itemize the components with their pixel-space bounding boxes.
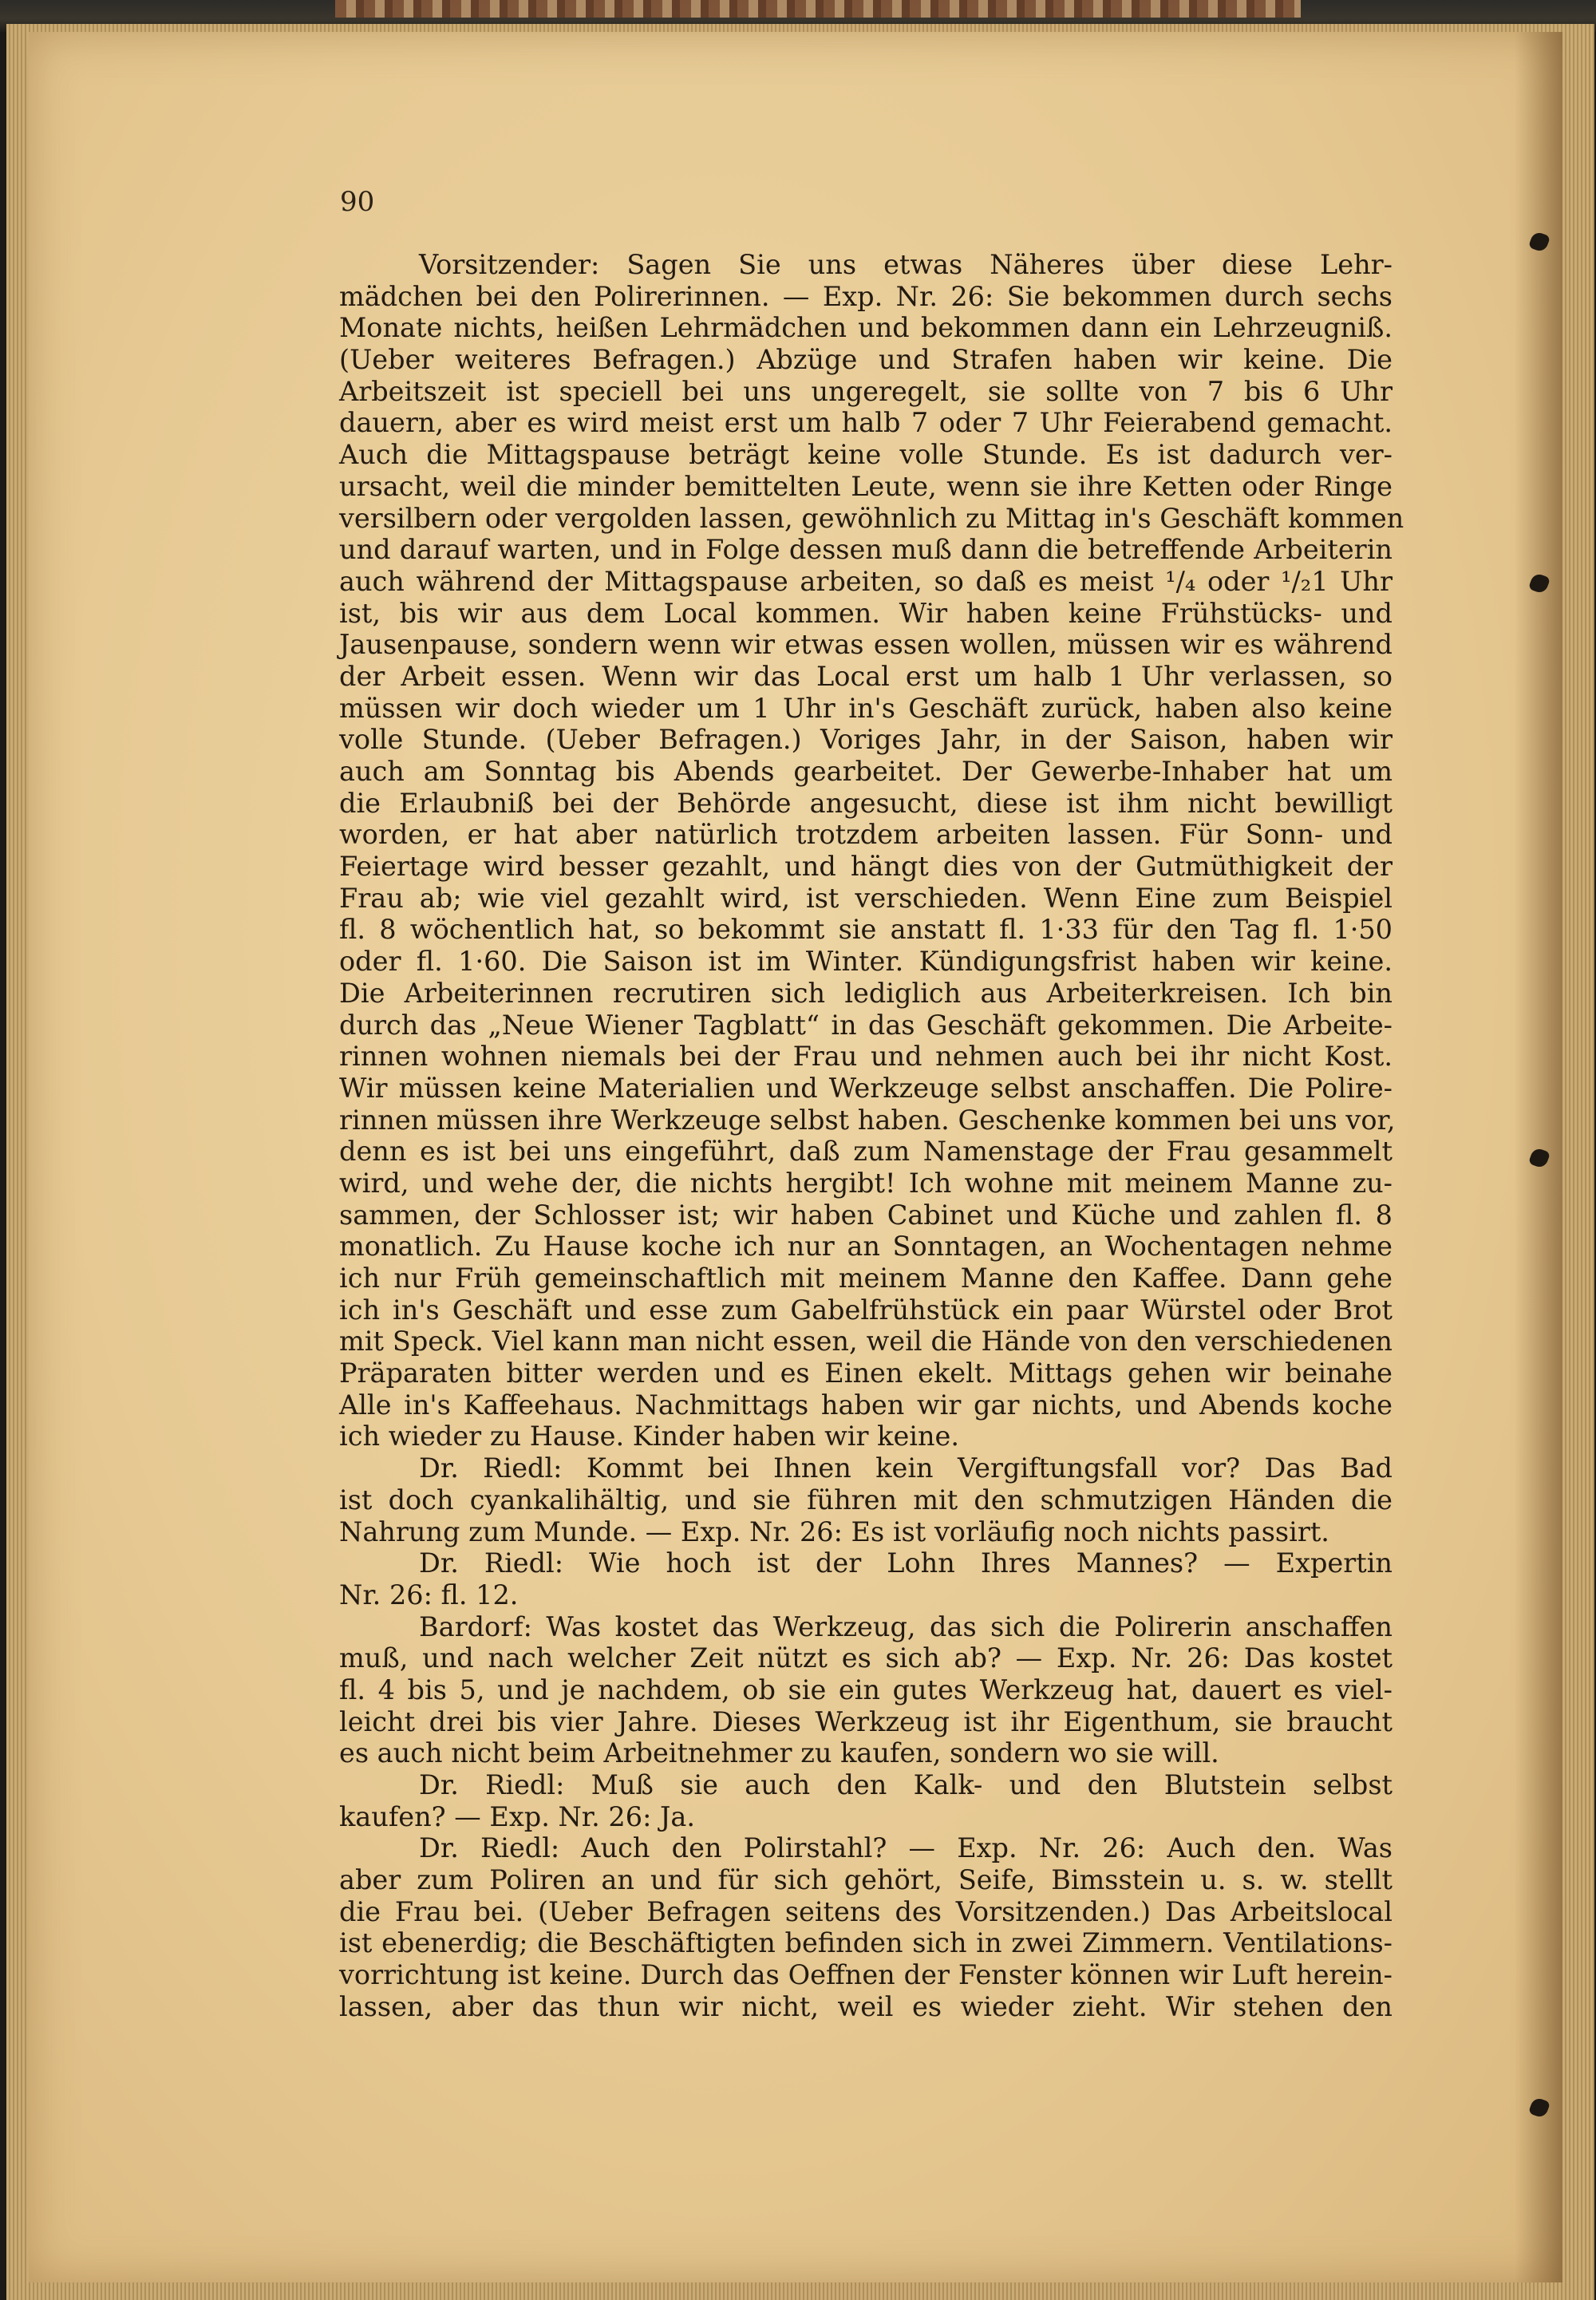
text-line: Dr. Riedl: Kommt bei Ihnen kein Vergiftungsfall vor? Das Bad [419,1452,1393,1484]
text-line: Auch die Mittagspause beträgt keine volle Stunde. Es ist dadurch ver- [339,439,1393,471]
text-line: worden, er hat aber natürlich trotzdem arbeiten lassen. Für Sonn- und [339,819,1393,851]
text-line: die Erlaubniß bei der Behörde angesucht, diese ist ihm nicht bewilligt [339,787,1393,819]
text-line: Feiertage wird besser gezahlt, und hängt dies von der Gutmüthigkeit der [339,851,1393,883]
text-line: leicht drei bis vier Jahre. Dieses Werkzeug ist ihr Eigenthum, sie braucht [339,1705,1393,1737]
text-line: ist doch cyankalihältig, und sie führen mit den schmutzigen Händen die [339,1484,1393,1516]
text-line: versilbern oder vergolden lassen, gewöhnlich zu Mittag in's Geschäft kommen [339,502,1404,534]
text-line: Dr. Riedl: Wie hoch ist der Lohn Ihres Mannes? — Expertin [419,1547,1393,1579]
page-number: 90 [340,186,375,218]
text-line: oder fl. 1·60. Die Saison ist im Winter. Kündigungsfrist haben wir keine. [339,946,1393,978]
text-line: ich wieder zu Hause. Kinder haben wir keine. [339,1421,960,1452]
text-line: Die Arbeiterinnen recrutiren sich lediglich aus Arbeiterkreisen. Ich bin [339,977,1393,1009]
text-line: rinnen wohnen niemals bei der Frau und nehmen auch bei ihr nicht Kost. [339,1041,1393,1073]
text-line: vorrichtung ist keine. Durch das Oeffnen der Fenster können wir Luft herein- [339,1959,1393,1991]
text-line: volle Stunde. (Ueber Befragen.) Voriges Jahr, in der Saison, haben wir [339,724,1393,756]
text-line: Vorsitzender: Sagen Sie uns etwas Näheres über diese Lehr- [419,249,1393,280]
text-line: Monate nichts, heißen Lehrmädchen und bekommen dann ein Lehrzeugniß. [339,312,1393,344]
text-line: fl. 4 bis 5, und je nachdem, ob sie ein gutes Werkzeug hat, dauert es viel- [339,1674,1393,1705]
text-line: die Frau bei. (Ueber Befragen seitens des Vorsitzenden.) Das Arbeitslocal [339,1895,1393,1927]
text-line: durch das „Neue Wiener Tagblatt“ in das Geschäft gekommen. Die Arbeite- [339,1009,1393,1041]
text-line: der Arbeit essen. Wenn wir das Local erst um halb 1 Uhr verlassen, so [339,660,1393,692]
text-line: Präparaten bitter werden und es Einen ekelt. Mittags gehen wir beinahe [339,1357,1393,1389]
text-line: auch während der Mittagspause arbeiten, so daß es meist ¹/₄ oder ¹/₂1 Uhr [339,565,1393,597]
text-line: Bardorf: Was kostet das Werkzeug, das sich die Polirerin anschaffen [419,1610,1393,1642]
text-line: Alle in's Kaffeehaus. Nachmittags haben wir gar nichts, und Abends koche [339,1389,1393,1421]
text-line: aber zum Poliren an und für sich gehört, Seife, Bimsstein u. s. w. stellt [339,1864,1393,1896]
text-line: wird, und wehe der, die nichts hergibt! Ich wohne mit meinem Manne zu- [339,1167,1393,1199]
text-line: ist, bis wir aus dem Local kommen. Wir haben keine Frühstücks- und [339,597,1393,629]
text-line: rinnen müssen ihre Werkzeuge selbst haben. Geschenke kommen bei uns vor, [339,1104,1396,1136]
page-text-body [339,249,1404,2023]
text-line: kaufen? — Exp. Nr. 26: Ja. [339,1800,696,1832]
text-line: ist ebenerdig; die Beschäftigten befinden sich in zwei Zimmern. Ventilations- [339,1927,1393,1959]
text-line: monatlich. Zu Hause koche ich nur an Sonntagen, an Wochentagen nehme [339,1231,1393,1263]
text-line: und darauf warten, und in Folge dessen muß dann die betreffende Arbeiterin [339,534,1393,566]
text-line: Nahrung zum Munde. — Exp. Nr. 26: Es ist vorläufig noch nichts passirt. [339,1516,1329,1547]
text-line: Frau ab; wie viel gezahlt wird, ist verschieden. Wenn Eine zum Beispiel [339,882,1393,914]
text-line: mädchen bei den Polirerinnen. — Exp. Nr. 26: Sie bekommen durch sechs [339,280,1393,312]
text-line: es auch nicht beim Arbeitnehmer zu kaufen, sondern wo sie will. [339,1737,1219,1769]
text-line: Nr. 26: fl. 12. [339,1579,519,1610]
text-line: Dr. Riedl: Muß sie auch den Kalk- und den Blutstein selbst [419,1769,1393,1800]
bookmark-cloth [335,0,1301,18]
text-line: müssen wir doch wieder um 1 Uhr in's Geschäft zurück, haben also keine [339,692,1393,724]
text-line: Wir müssen keine Materialien und Werkzeuge selbst anschaffen. Die Polire- [339,1072,1393,1104]
text-line: dauern, aber es wird meist erst um halb 7 oder 7 Uhr Feierabend gemacht. [339,407,1393,439]
text-line: mit Speck. Viel kann man nicht essen, weil die Hände von den verschiedenen [339,1326,1393,1357]
text-line: auch am Sonntag bis Abends gearbeitet. Der Gewerbe-Inhaber hat um [339,756,1393,787]
text-line: sammen, der Schlosser ist; wir haben Cabinet und Küche und zahlen fl. 8 [339,1199,1393,1231]
text-line: Dr. Riedl: Auch den Polirstahl? — Exp. Nr. 26: Auch den. Was [419,1832,1393,1864]
text-line: muß, und nach welcher Zeit nützt es sich ab? — Exp. Nr. 26: Das kostet [339,1642,1393,1674]
text-line: ursacht, weil die minder bemittelten Leute, wenn sie ihre Ketten oder Ringe [339,470,1393,502]
text-line: ich in's Geschäft und esse zum Gabelfrühstück ein paar Würstel oder Brot [339,1294,1393,1326]
text-line: Arbeitszeit ist speciell bei uns ungeregelt, sie sollte von 7 bis 6 Uhr [339,375,1393,407]
text-line: fl. 8 wöchentlich hat, so bekommt sie anstatt fl. 1·33 für den Tag fl. 1·50 [339,914,1393,946]
text-line: Jausenpause, sondern wenn wir etwas essen wollen, müssen wir es während [339,629,1393,661]
text-line: ich nur Früh gemeinschaftlich mit meinem Manne den Kaffee. Dann gehe [339,1263,1393,1294]
text-line: lassen, aber das thun wir nicht, weil es wieder zieht. Wir stehen den [339,1990,1393,2022]
text-line: (Ueber weiteres Befragen.) Abzüge und Strafen haben wir keine. Die [339,344,1393,376]
text-line: denn es ist bei uns eingeführt, daß zum Namenstage der Frau gesammelt [339,1136,1393,1168]
